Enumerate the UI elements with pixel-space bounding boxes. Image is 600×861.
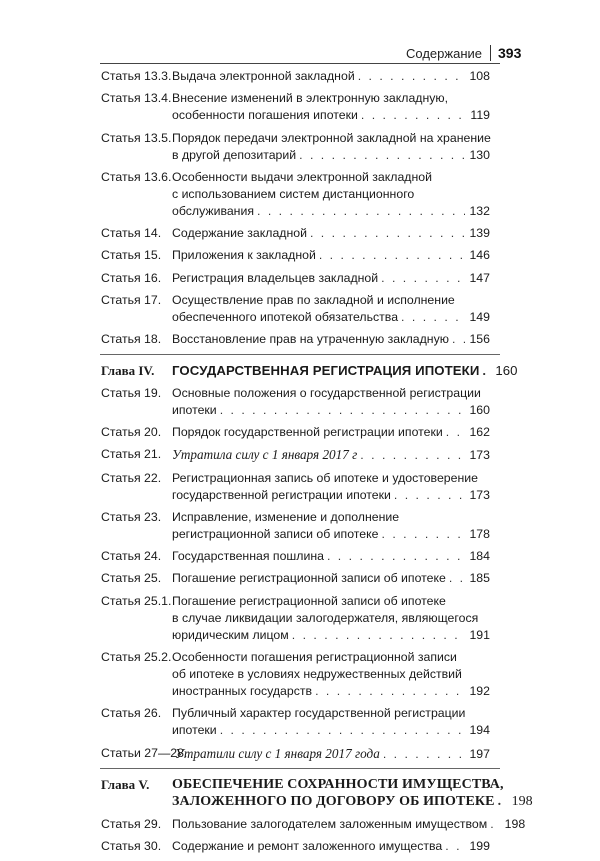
article-label: Статья 18. (101, 332, 162, 347)
dot-leader (220, 722, 465, 739)
entry-title-line: Содержание и ремонт заложенного имущества (172, 839, 443, 854)
entry-title-line: Особенности погашения регистрационной записи (172, 650, 457, 665)
dot-leader (449, 570, 465, 587)
dot-leader (327, 548, 465, 565)
dot-leader (446, 424, 465, 441)
entry-title-line: Порядок передачи электронной закладной на хранение (172, 130, 491, 145)
toc-chapter-entry (0, 362, 600, 379)
article-label: Статья 20. (101, 424, 162, 439)
entry-title-line: с использованием систем дистанционного (172, 186, 415, 201)
dot-leader (445, 838, 465, 855)
header-section-title: Содержание (406, 46, 482, 61)
chapter-divider (100, 354, 500, 355)
dot-leader (299, 147, 465, 164)
toc-group-chapter-3 (0, 68, 600, 348)
page-number: 173 (469, 487, 490, 502)
article-label: Статья 24. (101, 549, 162, 564)
dot-leader (482, 362, 492, 379)
entry-title-line: государственной регистрации ипотеки (172, 487, 391, 502)
entry-title-line: Особенности выдачи электронной закладной (172, 169, 432, 184)
header-page-number: 393 (498, 45, 522, 61)
running-header (0, 44, 600, 64)
toc-chapter-entry (0, 776, 600, 810)
entry-title-line: Утратила силу с 1 января 2017 г (172, 447, 358, 463)
article-label: Статья 30. (101, 839, 162, 854)
page-number: 198 (504, 816, 526, 831)
page-number: 160 (495, 362, 518, 378)
article-label: Статья 19. (101, 385, 162, 400)
toc-entry (0, 649, 600, 700)
article-label: Статья 13.3. (101, 69, 172, 83)
toc-chapter-4 (0, 362, 600, 379)
entry-title-line: ипотеки (172, 402, 217, 417)
entry-title-line: Восстановление прав на утраченную закладную (172, 332, 449, 347)
toc-entry (0, 424, 600, 441)
page-number: 119 (470, 108, 490, 123)
dot-leader (257, 203, 465, 220)
entry-title-line: Приложения к закладной (172, 248, 316, 263)
dot-leader (381, 526, 465, 543)
entry-title-line: Государственная пошлина (172, 549, 324, 564)
page-number: 178 (469, 526, 490, 541)
toc-entry (0, 838, 600, 855)
page-number: 146 (469, 248, 490, 263)
article-label: Статья 13.6. (101, 169, 172, 184)
page-number: 132 (469, 203, 490, 218)
dot-leader (360, 447, 465, 464)
article-label: Статья 22. (101, 470, 162, 485)
dot-leader (383, 746, 465, 763)
article-label: Статья 13.4. (101, 91, 172, 106)
table-of-contents (0, 68, 600, 861)
entry-title-line: в случае ликвидации залогодержателя, являющегося (172, 610, 479, 625)
toc-group-chapter-5 (0, 816, 600, 855)
toc-entry (0, 225, 600, 242)
dot-leader (310, 225, 465, 242)
entry-title-line: Исправление, изменение и дополнение (172, 509, 400, 524)
article-label: Статья 26. (101, 706, 162, 721)
entry-title-line: ГОСУДАРСТВЕННАЯ РЕГИСТРАЦИЯ ИПОТЕКИ (172, 362, 480, 378)
page-number: 147 (469, 270, 490, 285)
entry-title-line: Порядок государственной регистрации ипотеки (172, 424, 443, 439)
entry-title-line: Внесение изменений в электронную закладную, (172, 91, 449, 106)
page-number: 192 (469, 684, 490, 699)
page-number: 162 (469, 424, 490, 439)
toc-entry (0, 169, 600, 220)
toc-chapter-5 (0, 776, 600, 810)
page-number: 197 (469, 746, 490, 761)
toc-entry (0, 90, 600, 124)
toc-entry (0, 745, 600, 763)
entry-title-line: ипотеки (172, 723, 217, 738)
entry-title-line: Осуществление прав по закладной и исполнение (172, 293, 455, 308)
entry-title-line: обслуживания (172, 203, 255, 218)
article-label: Статья 14. (101, 226, 162, 241)
dot-leader (315, 683, 465, 700)
page-number: 191 (469, 627, 490, 642)
entry-title-line: ЗАЛОЖЕННОГО ПО ДОГОВОРУ ОБ ИПОТЕКЕ (172, 793, 495, 809)
page-number: 108 (469, 69, 490, 83)
entry-title-line: иностранных государств (172, 684, 313, 699)
entry-title-line: обеспеченного ипотекой обязательства (172, 310, 399, 325)
toc-entry (0, 705, 600, 739)
entry-title-line: в другой депозитарий (172, 147, 297, 162)
article-label: Статья 21. (101, 447, 162, 462)
entry-title-line: ОБЕСПЕЧЕНИЕ СОХРАННОСТИ ИМУЩЕСТВА, (172, 776, 504, 792)
page-number: 199 (469, 839, 490, 854)
article-label: Статья 15. (101, 248, 162, 263)
page-number: 130 (469, 147, 490, 162)
article-label: Статья 16. (101, 270, 162, 285)
dot-leader (361, 107, 465, 124)
toc-entry (0, 68, 600, 85)
header-separator (490, 45, 491, 61)
entry-title-line: Утратили силу с 1 января 2017 года (175, 745, 380, 761)
dot-leader (319, 247, 465, 264)
article-label: Статьи 27—28. (101, 745, 188, 760)
article-label: Статья 25.1. (101, 593, 172, 608)
dot-leader (220, 402, 465, 419)
article-label: Статья 17. (101, 293, 162, 308)
dot-leader (394, 487, 465, 504)
toc-entry (0, 446, 600, 464)
dot-leader (358, 68, 465, 85)
page-number: 184 (469, 549, 490, 564)
entry-title-line: Регистрационная запись об ипотеке и удостоверение (172, 470, 478, 485)
article-label: Статья 25.2. (101, 650, 172, 665)
entry-title-line: Пользование залогодателем заложенным имуществом (172, 816, 488, 831)
toc-entry (0, 570, 600, 587)
toc-entry (0, 292, 600, 326)
toc-entry (0, 331, 600, 348)
chapter-divider (100, 768, 500, 769)
article-label: Статья 25. (101, 571, 162, 586)
page-number: 160 (469, 402, 490, 417)
toc-entry (0, 130, 600, 164)
article-label: Статья 29. (101, 816, 162, 831)
page-number: 156 (469, 332, 490, 347)
article-label: Статья 23. (101, 509, 162, 524)
entry-title-line: особенности погашения ипотеки (172, 108, 358, 123)
page-number: 185 (469, 571, 490, 586)
toc-entry (0, 509, 600, 543)
page-number: 173 (469, 448, 490, 463)
entry-title-line: Публичный характер государственной регистрации (172, 706, 466, 721)
toc-entry (0, 548, 600, 565)
header-rule (100, 63, 500, 64)
entry-title-line: юридическим лицом (172, 627, 289, 642)
entry-title-line: Содержание закладной (172, 226, 307, 241)
chapter-label: Глава IV. (101, 362, 155, 378)
toc-entry (0, 470, 600, 504)
dot-leader (292, 627, 465, 644)
page-number: 198 (511, 793, 533, 809)
toc-entry (0, 816, 600, 833)
page-number: 194 (469, 723, 490, 738)
entry-title-line: Основные положения о государственной регистрации (172, 385, 481, 400)
page-number: 149 (469, 310, 490, 325)
entry-title-line: Погашение регистрационной записи об ипотеке (172, 593, 446, 608)
dot-leader (452, 331, 465, 348)
entry-title-line: об ипотеке в условиях недружественных действий (172, 667, 462, 682)
toc-entry (0, 593, 600, 644)
entry-title-line: Выдача электронной закладной (172, 69, 355, 83)
dot-leader (381, 270, 465, 287)
toc-entry (0, 385, 600, 419)
toc-entry (0, 270, 600, 287)
chapter-label: Глава V. (101, 776, 150, 792)
page-number: 139 (469, 226, 490, 241)
dot-leader (498, 793, 508, 810)
entry-title-line: Регистрация владельцев закладной (172, 270, 379, 285)
toc-group-chapter-4 (0, 385, 600, 763)
entry-title-line: Погашение регистрационной записи об ипотеке (172, 571, 446, 586)
dot-leader (490, 816, 500, 833)
toc-entry (0, 247, 600, 264)
dot-leader (401, 309, 465, 326)
entry-title-line: регистрационной записи об ипотеке (172, 526, 379, 541)
article-label: Статья 13.5. (101, 130, 172, 145)
